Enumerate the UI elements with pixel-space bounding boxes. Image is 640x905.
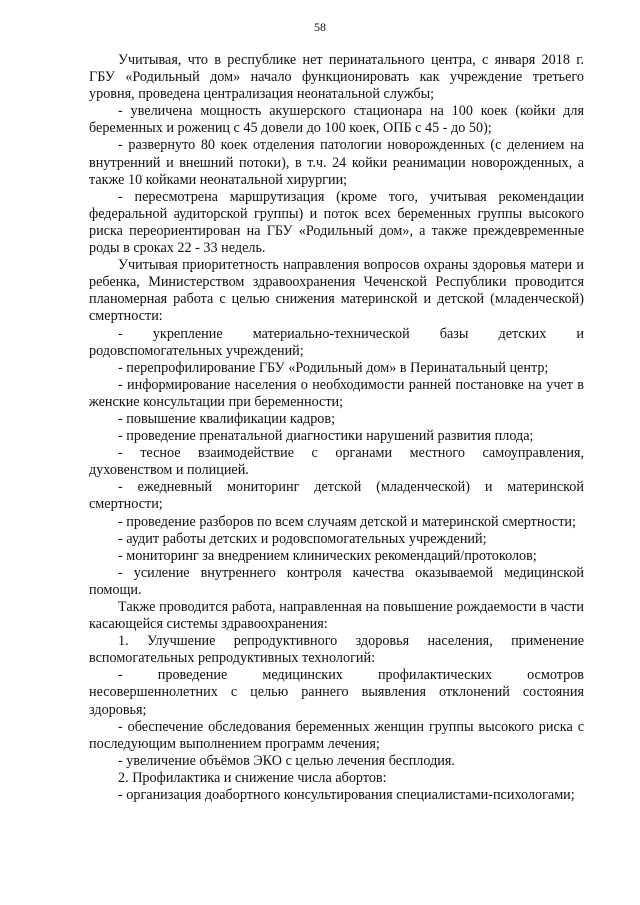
page-number: 58 xyxy=(314,20,326,34)
paragraph: - проведение пренатальной диагностики нарушений развития плода; xyxy=(118,428,534,445)
paragraph: Также проводится работа, направленная на повышение рождаемости в части касающейся системы здравоохранения: xyxy=(89,599,584,633)
paragraph: - информирование населения о необходимости ранней постановке на учет в женские консультации при беременности; xyxy=(89,376,584,410)
paragraph: - увеличение объёмов ЭКО с целью лечения бесплодия. xyxy=(118,752,455,769)
paragraph: - организация доабортного консультирования специалистами-психологами; xyxy=(118,787,575,804)
paragraph: - развернуто 80 коек отделения патологии новорожденных (с делением на внутренний и внешний потоки), в т.ч. 24 койки реанимации новорожденных, а также 10 койками неонатальной хирургии; xyxy=(89,137,584,188)
paragraph: - проведение медицинских профилактических осмотров несовершеннолетних с целью раннего выявления отклонений состояния здоровья; xyxy=(89,667,584,718)
paragraph: - укрепление материально-технической базы детских и родовспомогательных учреждений; xyxy=(89,325,584,359)
paragraph: - усиление внутреннего контроля качества оказываемой медицинской помощи. xyxy=(89,564,584,598)
paragraph: - проведение разборов по всем случаям детской и материнской смертности; xyxy=(118,513,576,530)
paragraph: - повышение квалификации кадров; xyxy=(118,410,336,427)
paragraph: - ежедневный мониторинг детской (младенческой) и материнской смертности; xyxy=(89,479,584,513)
paragraph: 2. Профилактика и снижение числа абортов: xyxy=(118,769,387,786)
paragraph: - перепрофилирование ГБУ «Родильный дом» в Перинатальный центр; xyxy=(118,359,549,376)
paragraph: - тесное взаимодействие с органами местного самоуправления, духовенством и полицией. xyxy=(89,445,584,479)
paragraph: - увеличена мощность акушерского стационара на 100 коек (койки для беременных и рожениц с 45 довели до 100 коек, ОПБ с 45 - до 50); xyxy=(89,103,584,137)
paragraph: - аудит работы детских и родовспомогательных учреждений; xyxy=(118,530,487,547)
paragraph: Учитывая приоритетность направления вопросов охраны здоровья матери и ребенка, Министерством здравоохранения Чеченской Республики проводится планомерная работа с целью снижения материнской и детской (младенческой) смертности: xyxy=(89,257,584,325)
document-body xyxy=(89,52,584,804)
paragraph: - пересмотрена маршрутизация (кроме того, учитывая рекомендации федеральной аудиторской группы) и поток всех беременных группы высокого риска переориентирован на ГБУ «Родильный дом», а также преждевременные роды в сроках 22 - 33 недель. xyxy=(89,188,584,257)
paragraph: Учитывая, что в республике нет перинатального центра, с января 2018 г. ГБУ «Родильный дом» начало функционировать как учреждение третьего уровня, проведена централизация неонатальной службы; xyxy=(89,52,584,103)
paragraph: - мониторинг за внедрением клинических рекомендаций/протоколов; xyxy=(118,547,537,564)
paragraph: - обеспечение обследования беременных женщин группы высокого риска с последующим выполнением программ лечения; xyxy=(89,718,584,752)
paragraph: 1. Улучшение репродуктивного здоровья населения, применение вспомогательных репродуктивных технологий: xyxy=(89,633,584,667)
